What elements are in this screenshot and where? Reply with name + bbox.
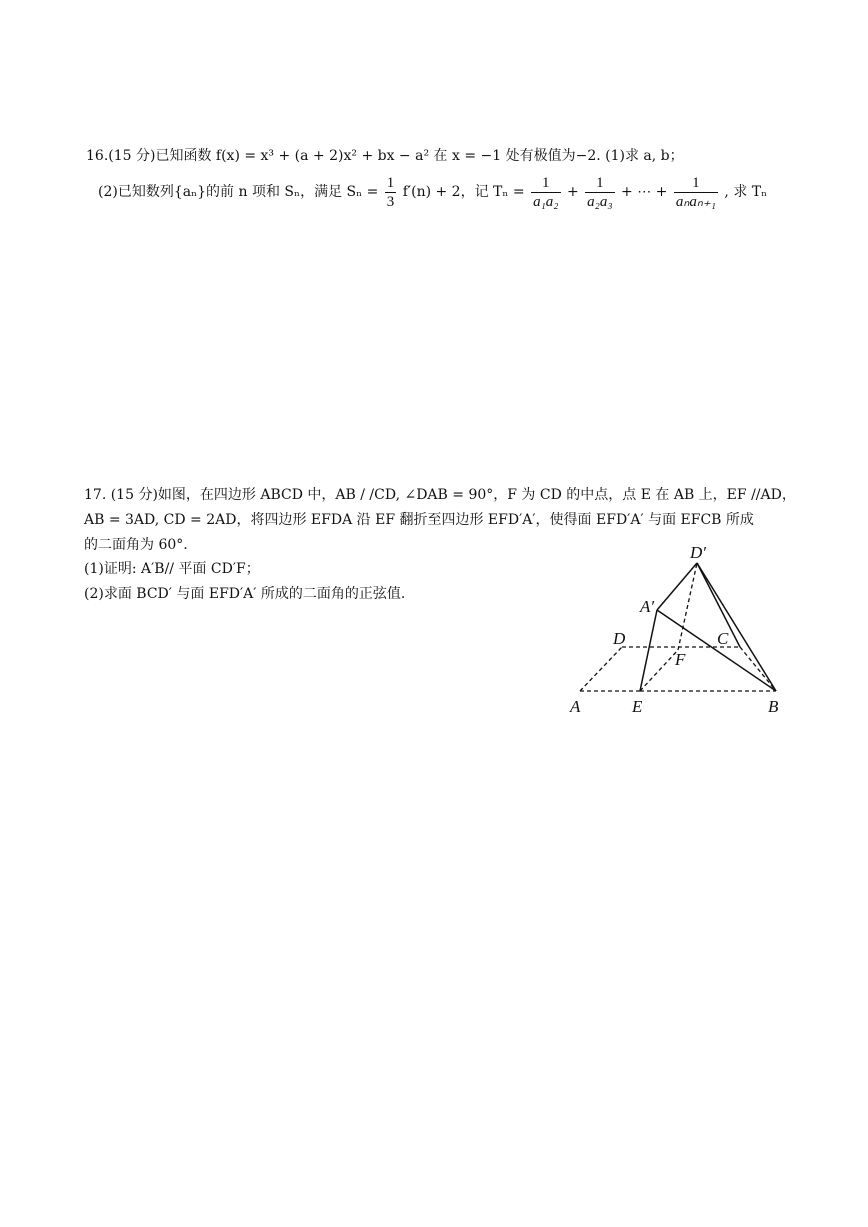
- edge-EAprime: [640, 610, 657, 691]
- fraction-term-1: [531, 174, 560, 211]
- fraction-denominator: aₙaₙ₊₁: [675, 193, 716, 210]
- label-D-prime: D′: [690, 543, 706, 562]
- fraction-denominator: 3: [386, 193, 395, 210]
- label-C: C: [717, 629, 729, 648]
- q16-line1: [86, 146, 684, 166]
- q16-part2-intro: (2)已知数列{aₙ}的前 n 项和 Sₙ，满足 Sₙ =: [98, 184, 379, 200]
- fraction-numerator: 1: [542, 174, 550, 191]
- q16-statement: 16.(15 分)已知函数 f(x) = x³ + (a + 2)x² + bx − a² 在 x = −1 处有极值为−2. (1)求 a, b；: [86, 148, 684, 164]
- q17-line2: AB = 3AD, CD = 2AD，将四边形 EFDA 沿 EF 翻折至四边形 EFD′A′，使得面 EFD′A′ 与面 EFCB 所成: [84, 512, 754, 528]
- label-A-prime: A′: [640, 597, 655, 616]
- edge-CB: [740, 647, 776, 691]
- fraction-numerator: 1: [386, 174, 395, 191]
- edge-DprimeB: [697, 563, 776, 691]
- q17-line1: 17. (15 分)如图，在四边形 ABCD 中，AB / /CD, ∠DAB = 90°，F 为 CD 的中点，点 E 在 AB 上，EF //AD，: [84, 487, 796, 503]
- fraction-numerator: 1: [596, 174, 604, 191]
- edge-AprimeDprime: [657, 563, 697, 610]
- label-B: B: [768, 697, 779, 716]
- fraction-denominator: a₁a₂: [533, 193, 559, 210]
- plus-sign: +: [566, 184, 579, 200]
- label-E: E: [632, 697, 643, 716]
- q17-part2: (2)求面 BCD′ 与面 EFD′A′ 所成的二面角的正弦值.: [84, 586, 406, 602]
- q16-line2: [98, 172, 767, 212]
- label-F: F: [675, 650, 686, 669]
- fraction-one-third: [385, 174, 397, 211]
- ellipsis-plus: + ⋯ +: [621, 184, 668, 200]
- fraction-denominator: a₂a₃: [587, 193, 613, 210]
- edge-AD: [580, 647, 622, 691]
- edge-EF: [640, 650, 678, 691]
- q16-part2-tail: , 求 Tₙ: [724, 184, 768, 200]
- fraction-numerator: 1: [692, 174, 700, 191]
- label-A: A: [570, 697, 581, 716]
- q16-part2-mid: f′(n) + 2，记 Tₙ =: [402, 184, 525, 200]
- q17-line3: 的二面角为 60°.: [84, 537, 188, 553]
- label-D: D: [613, 629, 626, 648]
- q17-part1: (1)证明: A′B// 平面 CD′F；: [84, 561, 260, 577]
- fraction-term-2: [585, 174, 614, 211]
- fraction-term-n: [674, 174, 718, 211]
- geometry-figure: [560, 540, 800, 720]
- edge-FDprime: [678, 563, 697, 650]
